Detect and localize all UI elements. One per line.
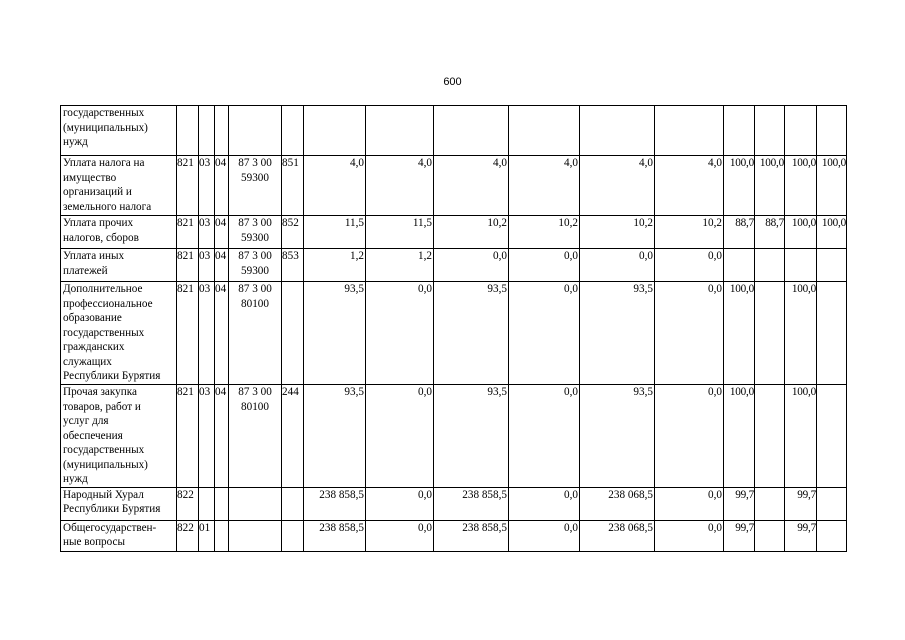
value-cell-2: 11,5 [366, 216, 434, 249]
value-cell-6: 0,0 [655, 282, 724, 385]
section-cell: 03 [199, 156, 215, 216]
percent-cell-3: 100,0 [785, 156, 817, 216]
table-row [61, 249, 847, 282]
value-cell-5: 4,0 [580, 156, 655, 216]
percent-cell-1 [724, 106, 755, 156]
value-cell-2 [366, 106, 434, 156]
percent-cell-4: 100,0 [817, 216, 847, 249]
expense-type-cell: 853 [282, 249, 304, 282]
value-cell-6: 0,0 [655, 249, 724, 282]
row-name-cell: Уплата налога на имущество организаций и земельного налога [61, 156, 177, 216]
table-row [61, 487, 847, 520]
value-cell-1 [304, 106, 366, 156]
value-cell-1: 93,5 [304, 282, 366, 385]
expense-type-cell: 244 [282, 385, 304, 488]
value-cell-1: 11,5 [304, 216, 366, 249]
budget-table [60, 105, 847, 552]
value-cell-4: 0,0 [509, 520, 580, 551]
target-article-cell [229, 487, 282, 520]
percent-cell-1: 88,7 [724, 216, 755, 249]
section-cell [199, 487, 215, 520]
subsection-cell [215, 520, 229, 551]
value-cell-3: 238 858,5 [434, 487, 509, 520]
value-cell-5: 10,2 [580, 216, 655, 249]
target-article-cell: 87 3 00 59300 [229, 249, 282, 282]
table-row [61, 156, 847, 216]
table-row [61, 520, 847, 551]
expense-type-cell [282, 520, 304, 551]
grbs-cell: 822 [177, 487, 199, 520]
table-row [61, 282, 847, 385]
percent-cell-1: 99,7 [724, 487, 755, 520]
grbs-cell: 821 [177, 156, 199, 216]
table-row [61, 385, 847, 488]
value-cell-3: 93,5 [434, 385, 509, 488]
percent-cell-1: 100,0 [724, 156, 755, 216]
value-cell-3: 238 858,5 [434, 520, 509, 551]
percent-cell-3 [785, 106, 817, 156]
section-cell: 03 [199, 282, 215, 385]
percent-cell-3: 100,0 [785, 282, 817, 385]
value-cell-6: 0,0 [655, 520, 724, 551]
table-row [61, 216, 847, 249]
target-article-cell: 87 3 00 80100 [229, 385, 282, 488]
section-cell [199, 106, 215, 156]
value-cell-3 [434, 106, 509, 156]
value-cell-5: 0,0 [580, 249, 655, 282]
subsection-cell: 04 [215, 385, 229, 488]
row-name-cell: Дополнительное профессиональное образование государственных гражданских служащих Республики Бурятия [61, 282, 177, 385]
value-cell-5: 93,5 [580, 385, 655, 488]
value-cell-6: 4,0 [655, 156, 724, 216]
grbs-cell [177, 106, 199, 156]
percent-cell-2 [755, 520, 785, 551]
row-name-cell: Общегосударствен- ные вопросы [61, 520, 177, 551]
value-cell-4: 4,0 [509, 156, 580, 216]
value-cell-2: 0,0 [366, 487, 434, 520]
value-cell-6: 10,2 [655, 216, 724, 249]
grbs-cell: 821 [177, 216, 199, 249]
expense-type-cell [282, 282, 304, 385]
percent-cell-1: 99,7 [724, 520, 755, 551]
value-cell-6: 0,0 [655, 487, 724, 520]
percent-cell-1 [724, 249, 755, 282]
value-cell-4: 0,0 [509, 282, 580, 385]
percent-cell-2: 100,0 [755, 156, 785, 216]
value-cell-5 [580, 106, 655, 156]
row-name-cell: Прочая закупка товаров, работ и услуг для обеспечения государственных (муниципальных) нужд [61, 385, 177, 488]
grbs-cell: 821 [177, 385, 199, 488]
value-cell-4: 0,0 [509, 249, 580, 282]
subsection-cell: 04 [215, 282, 229, 385]
expense-type-cell [282, 487, 304, 520]
percent-cell-2 [755, 282, 785, 385]
percent-cell-4 [817, 520, 847, 551]
value-cell-5: 93,5 [580, 282, 655, 385]
value-cell-3: 4,0 [434, 156, 509, 216]
value-cell-1: 4,0 [304, 156, 366, 216]
value-cell-2: 0,0 [366, 520, 434, 551]
percent-cell-3: 100,0 [785, 385, 817, 488]
value-cell-1: 1,2 [304, 249, 366, 282]
percent-cell-2 [755, 106, 785, 156]
value-cell-3: 0,0 [434, 249, 509, 282]
value-cell-2: 0,0 [366, 282, 434, 385]
grbs-cell: 822 [177, 520, 199, 551]
value-cell-3: 93,5 [434, 282, 509, 385]
expense-type-cell: 852 [282, 216, 304, 249]
subsection-cell [215, 106, 229, 156]
percent-cell-3: 99,7 [785, 520, 817, 551]
percent-cell-4 [817, 249, 847, 282]
target-article-cell: 87 3 00 59300 [229, 156, 282, 216]
value-cell-4: 10,2 [509, 216, 580, 249]
row-name-cell: Народный Хурал Республики Бурятия [61, 487, 177, 520]
grbs-cell: 821 [177, 249, 199, 282]
row-name-cell: Уплата иных платежей [61, 249, 177, 282]
percent-cell-1: 100,0 [724, 385, 755, 488]
percent-cell-2: 88,7 [755, 216, 785, 249]
value-cell-3: 10,2 [434, 216, 509, 249]
percent-cell-3: 100,0 [785, 216, 817, 249]
expense-type-cell: 851 [282, 156, 304, 216]
value-cell-6 [655, 106, 724, 156]
value-cell-5: 238 068,5 [580, 487, 655, 520]
value-cell-2: 0,0 [366, 385, 434, 488]
row-name-cell: государственных (муниципальных) нужд [61, 106, 177, 156]
section-cell: 01 [199, 520, 215, 551]
subsection-cell: 04 [215, 249, 229, 282]
section-cell: 03 [199, 385, 215, 488]
percent-cell-2 [755, 385, 785, 488]
target-article-cell: 87 3 00 59300 [229, 216, 282, 249]
percent-cell-2 [755, 487, 785, 520]
percent-cell-3: 99,7 [785, 487, 817, 520]
table-row [61, 106, 847, 156]
subsection-cell: 04 [215, 216, 229, 249]
value-cell-1: 238 858,5 [304, 487, 366, 520]
subsection-cell [215, 487, 229, 520]
value-cell-6: 0,0 [655, 385, 724, 488]
value-cell-4: 0,0 [509, 385, 580, 488]
target-article-cell [229, 106, 282, 156]
value-cell-2: 4,0 [366, 156, 434, 216]
row-name-cell: Уплата прочих налогов, сборов [61, 216, 177, 249]
section-cell: 03 [199, 249, 215, 282]
value-cell-4: 0,0 [509, 487, 580, 520]
percent-cell-2 [755, 249, 785, 282]
target-article-cell [229, 520, 282, 551]
page-number: 600 [443, 76, 462, 88]
percent-cell-4 [817, 282, 847, 385]
percent-cell-4: 100,0 [817, 156, 847, 216]
percent-cell-4 [817, 106, 847, 156]
value-cell-5: 238 068,5 [580, 520, 655, 551]
percent-cell-4 [817, 385, 847, 488]
value-cell-4 [509, 106, 580, 156]
percent-cell-3 [785, 249, 817, 282]
percent-cell-4 [817, 487, 847, 520]
value-cell-1: 93,5 [304, 385, 366, 488]
grbs-cell: 821 [177, 282, 199, 385]
value-cell-2: 1,2 [366, 249, 434, 282]
target-article-cell: 87 3 00 80100 [229, 282, 282, 385]
percent-cell-1: 100,0 [724, 282, 755, 385]
subsection-cell: 04 [215, 156, 229, 216]
expense-type-cell [282, 106, 304, 156]
value-cell-1: 238 858,5 [304, 520, 366, 551]
section-cell: 03 [199, 216, 215, 249]
